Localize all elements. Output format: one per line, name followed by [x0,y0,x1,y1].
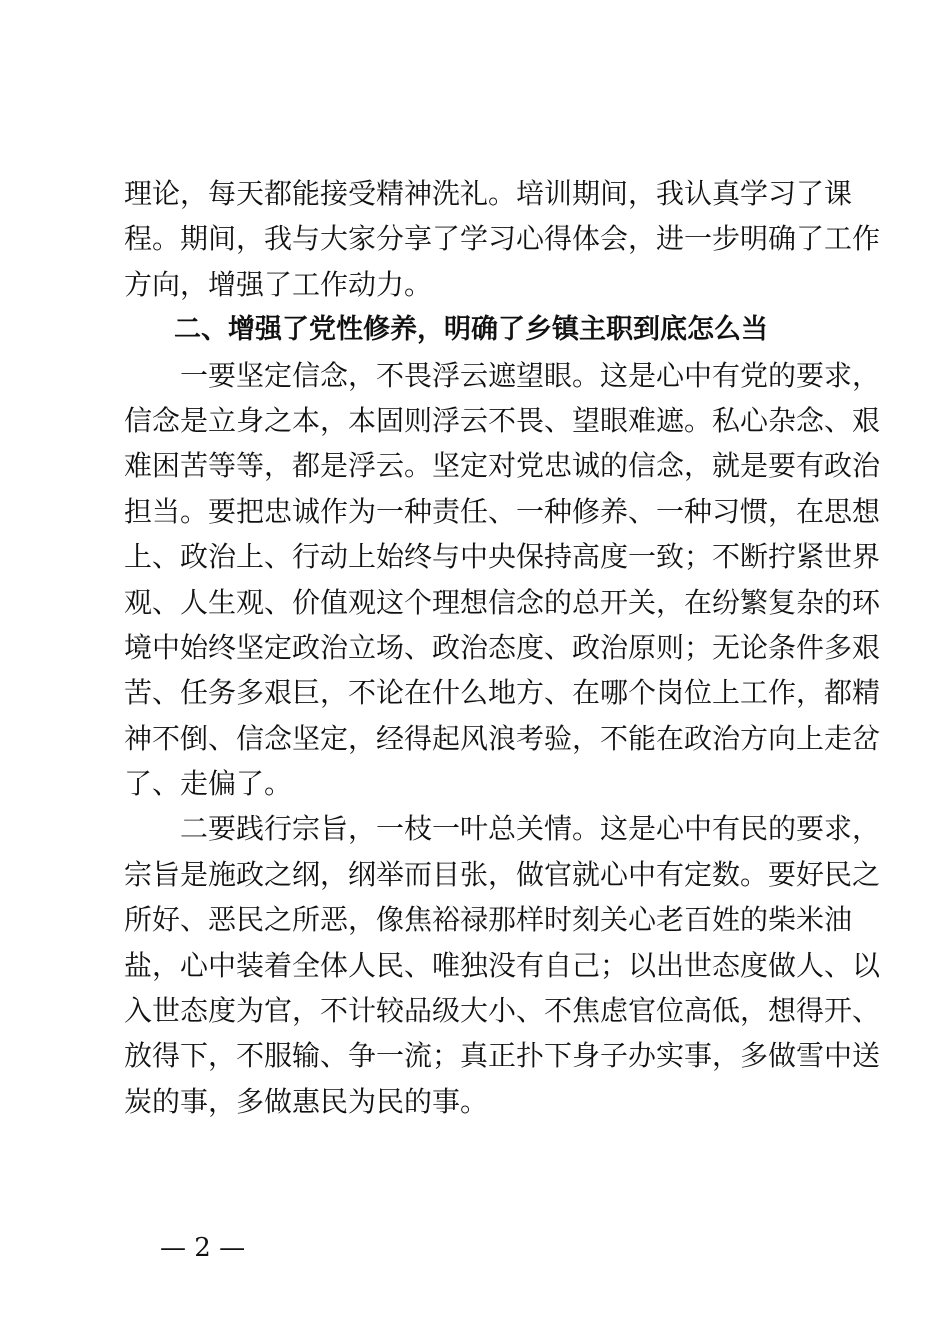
paragraph-2-line-9: 神不倒、信念坚定，经得起风浪考验，不能在政治方向上走岔 [124,721,881,755]
paragraph-3-line-4: 盐，心中装着全体人民、唯独没有自己；以出世态度做人、以 [124,948,881,982]
paragraph-1-line-2: 程。期间，我与大家分享了学习心得体会，进一步明确了工作 [124,222,881,256]
paragraph-2-line-1: 一要坚定信念，不畏浮云遮望眼。这是心中有党的要求， [180,358,881,392]
paragraph-3-line-5: 入世态度为官，不计较品级大小、不焦虑官位高低，想得开、 [124,994,881,1028]
document-body [124,171,881,1124]
paragraph-2-line-3: 难困苦等等，都是浮云。坚定对党忠诚的信念，就是要有政治 [124,449,881,483]
paragraph-2-line-6: 观、人生观、价值观这个理想信念的总开关，在纷繁复杂的环 [124,585,881,619]
paragraph-2-line-2: 信念是立身之本，本固则浮云不畏、望眼难遮。私心杂念、艰 [124,403,881,437]
paragraph-2-line-4: 担当。要把忠诚作为一种责任、一种修养、一种习惯，在思想 [124,494,881,528]
paragraph-2-line-8: 苦、任务多艰巨，不论在什么地方、在哪个岗位上工作，都精 [124,676,881,710]
page-number: — 2 — [160,1233,246,1263]
paragraph-1-line-3: 方向，增强了工作动力。 [124,267,433,301]
paragraph-2-line-7: 境中始终坚定政治立场、政治态度、政治原则；无论条件多艰 [124,630,881,664]
paragraph-3-line-3: 所好、恶民之所恶，像焦裕禄那样时刻关心老百姓的柴米油 [124,903,853,937]
section-heading: 二、增强了党性修养，明确了乡镇主职到底怎么当 [174,314,768,346]
paragraph-2-line-10: 了、走偏了。 [124,767,293,801]
paragraph-3-line-6: 放得下，不服输、争一流；真正扑下身子办实事，多做雪中送 [124,1039,881,1073]
paragraph-3-line-1: 二要践行宗旨，一枝一叶总关情。这是心中有民的要求， [180,812,881,846]
paragraph-3-line-7: 炭的事，多做惠民为民的事。 [124,1084,489,1118]
paragraph-2-line-5: 上、政治上、行动上始终与中央保持高度一致；不断拧紧世界 [124,540,881,574]
paragraph-3-line-2: 宗旨是施政之纲，纲举而目张，做官就心中有定数。要好民之 [124,857,881,891]
paragraph-1-line-1: 理论，每天都能接受精神洗礼。培训期间，我认真学习了课 [124,177,853,210]
